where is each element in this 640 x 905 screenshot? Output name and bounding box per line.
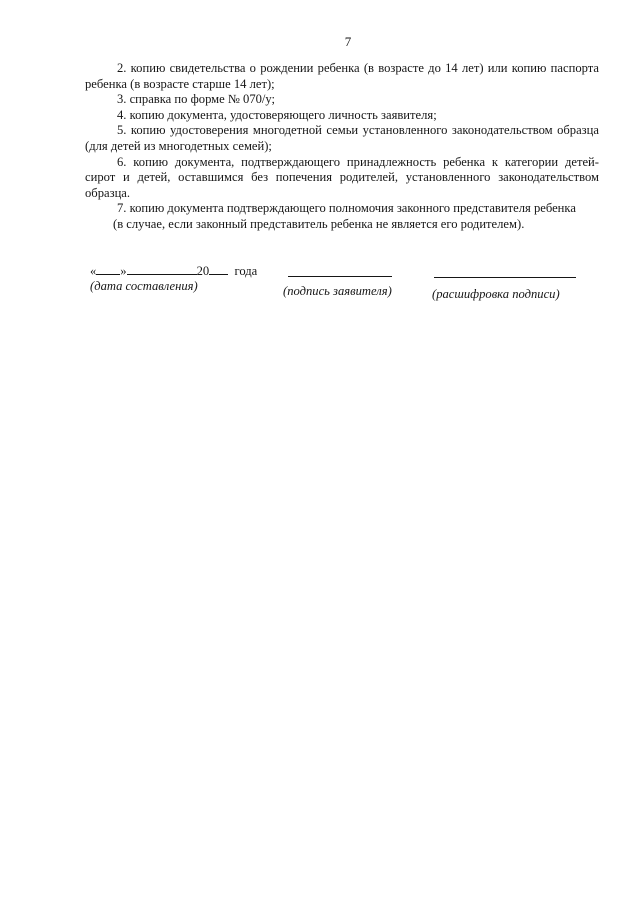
list-item: 3. справка по форме № 070/у;	[117, 92, 276, 107]
list-item-line: (в случае, если законный представитель ребенка не является его родителем).	[113, 216, 525, 231]
document-list	[85, 61, 599, 233]
applicant-signature-line	[288, 276, 392, 277]
quote-close: »	[120, 264, 127, 278]
year-prefix: 20	[196, 264, 210, 278]
date-caption: (дата составления)	[90, 279, 198, 293]
applicant-caption: (подпись заявителя)	[283, 284, 392, 298]
year-blank	[209, 262, 228, 275]
page-number: 7	[344, 34, 352, 49]
list-item: 5. копию удостоверения многодетной семьи установленного законодательством образца (для детей из многодетных семей);	[85, 123, 599, 153]
month-blank	[127, 262, 197, 275]
date-field	[90, 262, 257, 279]
list-item: 6. копию документа, подтверждающего принадлежность ребенка к категории детей-сирот и детей, оставшимся без попечения родителей, установленного законодательством образца.	[85, 154, 599, 200]
day-blank	[96, 262, 120, 275]
list-item: 4. копию документа, удостоверяющего личность заявителя;	[117, 107, 437, 122]
quote-open: «	[90, 264, 97, 278]
decoding-signature-line	[434, 277, 576, 278]
signature-block	[88, 262, 588, 312]
year-suffix: года	[234, 264, 258, 278]
list-item	[85, 201, 599, 232]
list-item-line: 7. копию документа подтверждающего полномочия законного представителя ребенка	[117, 201, 576, 216]
list-item: 2. копию свидетельства о рождении ребенка (в возрасте до 14 лет) или копию паспорта ребенка (в возрасте старше 14 лет);	[85, 61, 599, 91]
decoding-caption: (расшифровка подписи)	[432, 287, 560, 301]
